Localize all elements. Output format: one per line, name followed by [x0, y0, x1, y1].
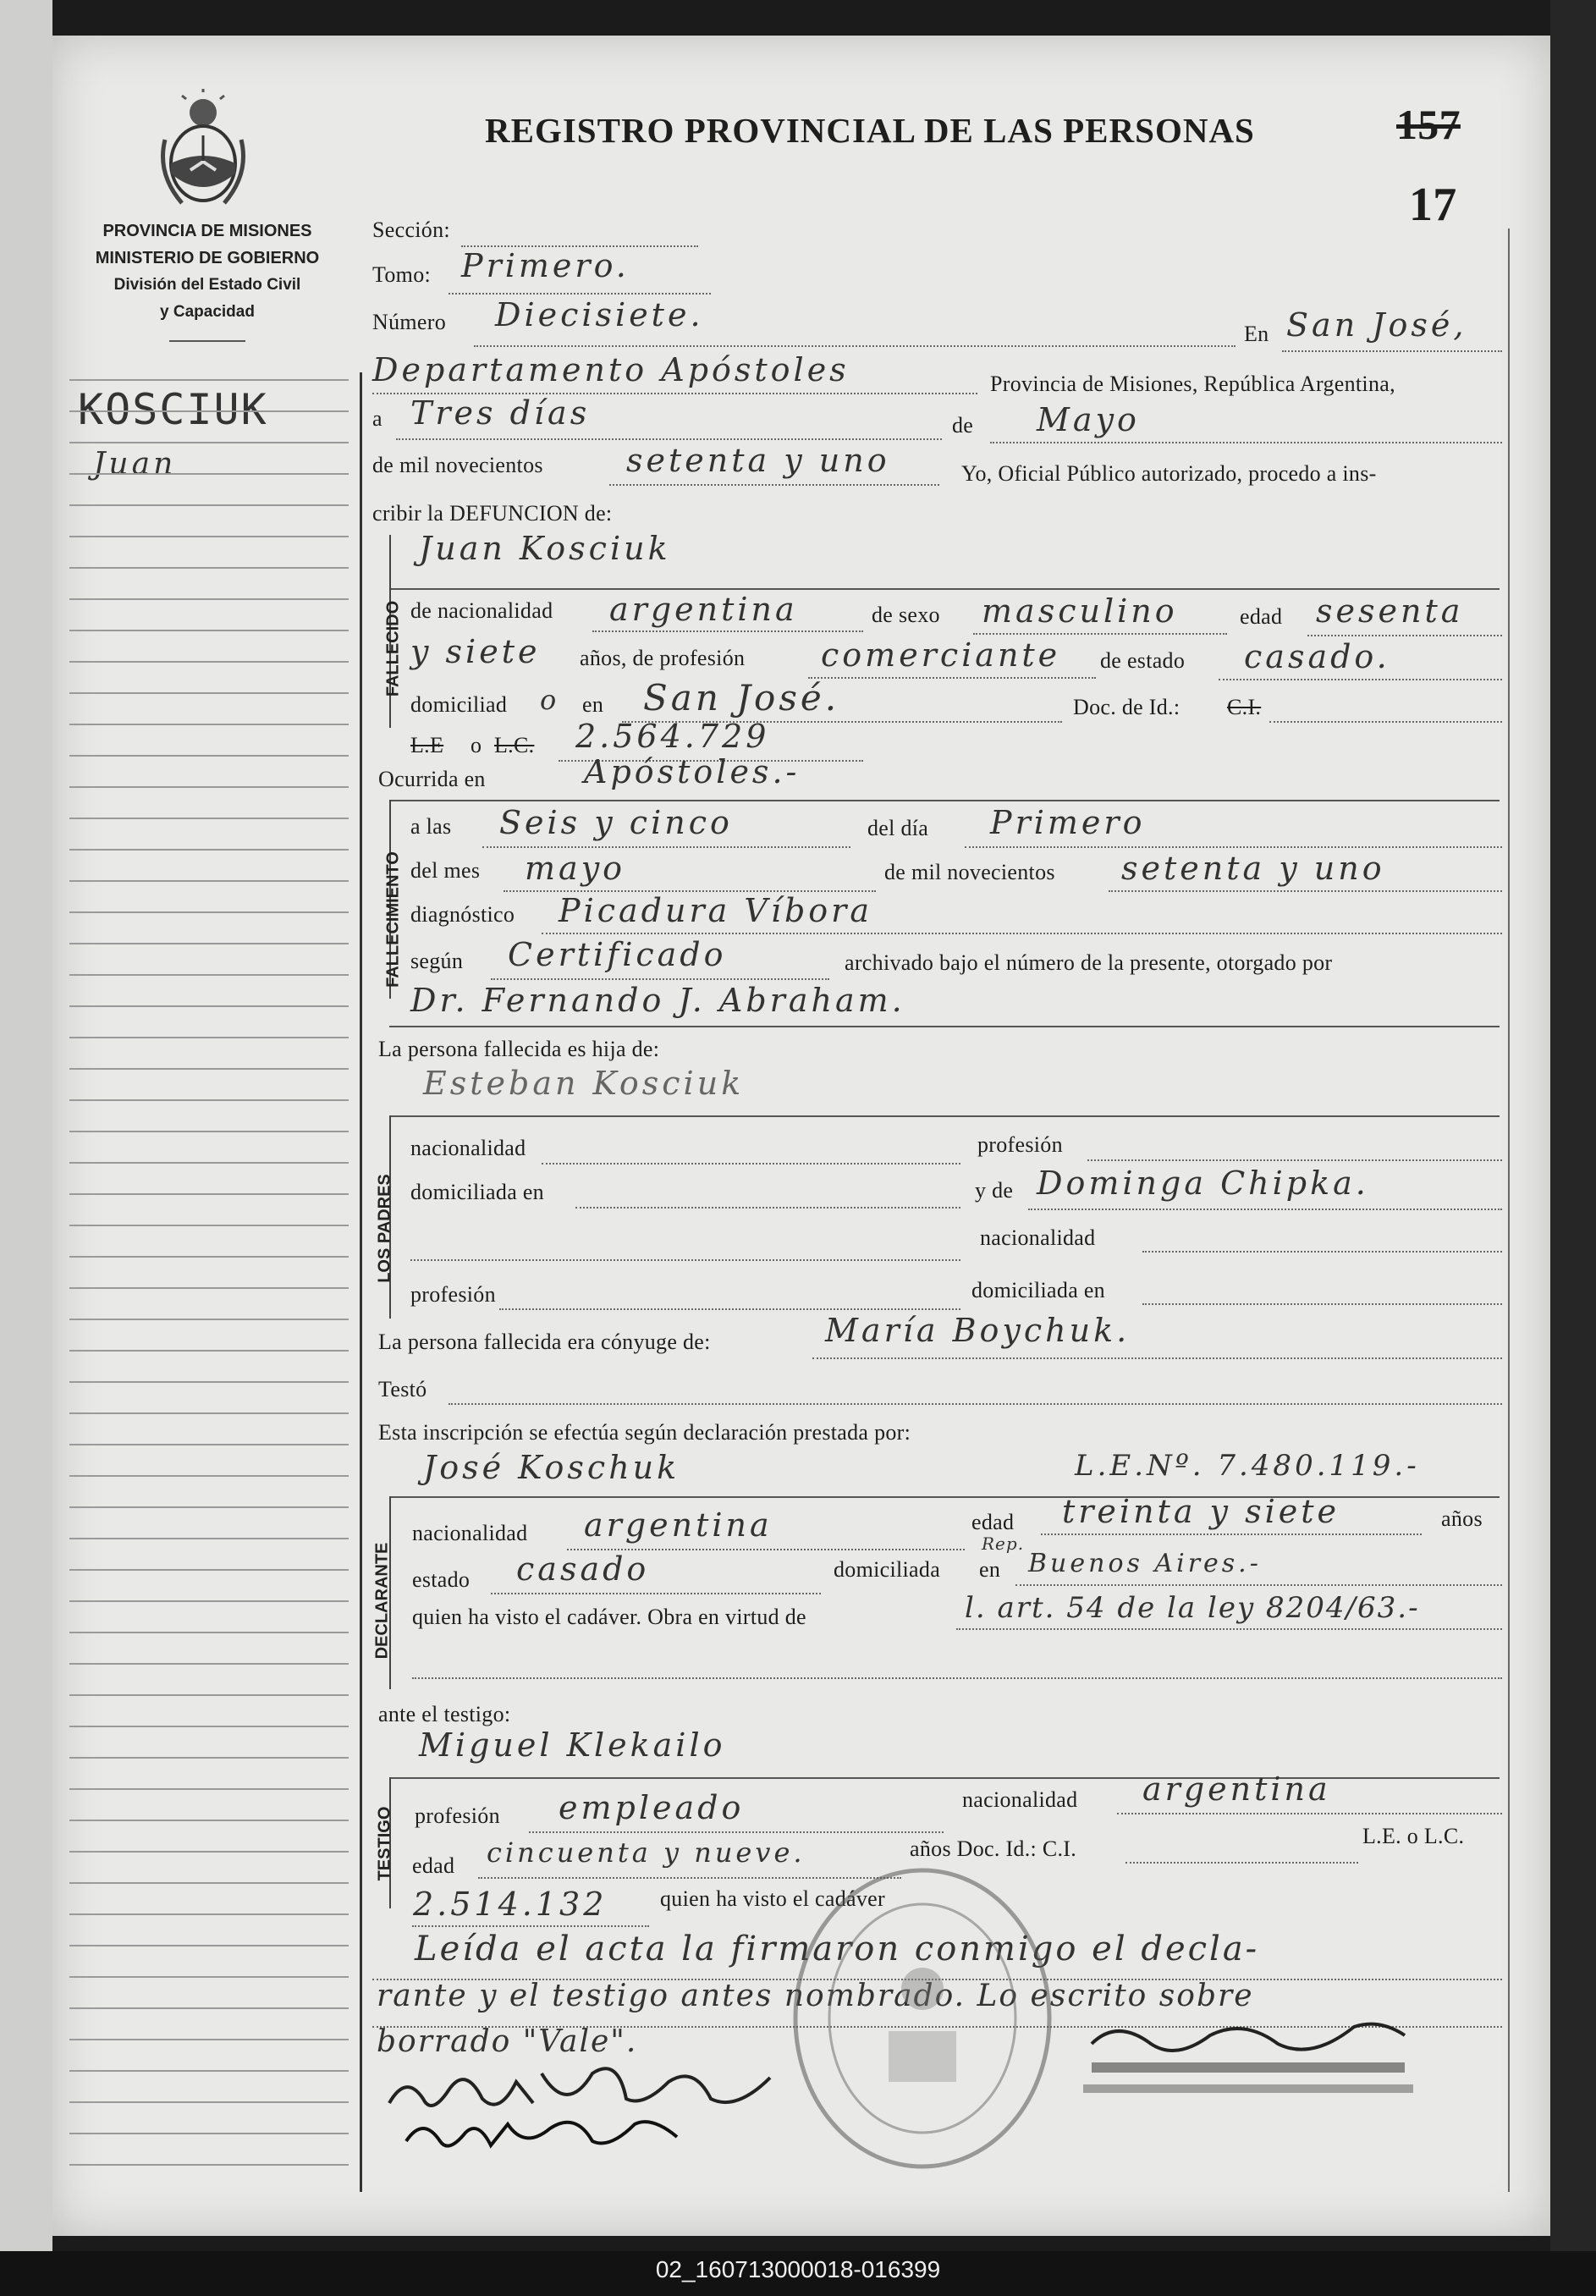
declarante-blank-line: [412, 1677, 1502, 1679]
label-ci: C.I.: [1227, 695, 1262, 719]
fallecimiento-lugar: Apóstoles.-: [584, 753, 801, 790]
acta-number: 17: [1409, 179, 1457, 231]
acta-number-crossed: 157: [1396, 101, 1461, 148]
fallecimiento-medico: Dr. Fernando J. Abraham.: [410, 982, 905, 1019]
padres-padre: Esteban Kosciuk: [423, 1065, 745, 1102]
label-o: o: [471, 733, 482, 757]
label-hija-de: La persona fallecida es hija de:: [378, 1037, 660, 1061]
sidebar-ministry: MINISTERIO DE GOBIERNO: [95, 249, 320, 267]
sidebar-ruled-line: [69, 755, 349, 757]
sidebar-ruled-line: [69, 2133, 349, 2134]
label-a: a: [372, 406, 382, 431]
testigo-nacionalidad-line: [1117, 1813, 1502, 1814]
label-del-mes: del mes: [410, 858, 481, 883]
declarante-nacionalidad: argentina: [584, 1506, 773, 1544]
padre-profesion-line: [1087, 1159, 1502, 1161]
sidebar-ruled-line: [69, 661, 349, 663]
edad-line: [1307, 635, 1502, 636]
label-de-mil: de mil novecientos: [372, 453, 543, 477]
fallecimiento-section-label: FALLECIMIENTO: [383, 851, 403, 988]
testigo-profesion-line: [529, 1831, 944, 1833]
label-padre-profesion-2: profesión: [410, 1282, 496, 1307]
sidebar-ruled-line: [69, 880, 349, 882]
testigo-section-label: TESTIGO: [375, 1806, 394, 1881]
fallecido-domicilio: San José.: [643, 677, 840, 719]
declarante-domicilio-prefix: Rep.: [982, 1533, 1025, 1554]
sidebar-ruled-line: [69, 567, 349, 569]
label-sexo: de sexo: [872, 603, 940, 627]
sidebar-ruled-line: [69, 1757, 349, 1759]
sidebar-ruled-line: [69, 379, 349, 381]
value-mes: Mayo: [1037, 401, 1140, 438]
sidebar-ruled-line: [69, 2039, 349, 2040]
page-title: REGISTRO PROVINCIAL DE LAS PERSONAS: [485, 111, 1255, 150]
testigo-profesion: empleado: [559, 1789, 745, 1826]
sidebar-ruled-line: [69, 1225, 349, 1226]
sidebar-ruled-line: [69, 692, 349, 694]
label-archivado: archivado bajo el número de la presente, otorgado por: [845, 950, 1333, 975]
segun-line: [491, 978, 829, 980]
label-testigo-quien: quien ha visto el cadáver: [660, 1886, 885, 1911]
sidebar-ruled-line: [69, 1319, 349, 1320]
label-doc: Doc. de Id.:: [1073, 695, 1180, 719]
sidebar-ruled-line: [69, 442, 349, 443]
declarante-domicilio-line: [1015, 1584, 1502, 1586]
sidebar-ruled-line: [69, 1099, 349, 1101]
label-tomo: Tomo:: [372, 262, 432, 287]
value-dia: Tres días: [410, 394, 591, 432]
declarante-domicilio: Buenos Aires.-: [1028, 1549, 1262, 1578]
fallecido-profesion: comerciante: [821, 636, 1061, 674]
testigo-edad: cincuenta y nueve.: [487, 1836, 806, 1869]
sidebar-ruled-line: [69, 1694, 349, 1696]
doc-line: [1269, 721, 1502, 723]
official-seal-stamp: [787, 1862, 1058, 2175]
sidebar-ruled-line: [69, 1256, 349, 1258]
coat-of-arms-emblem: [157, 89, 250, 212]
declarante-section-label: DECLARANTE: [372, 1542, 392, 1660]
label-del-dia: del día: [867, 816, 929, 840]
value-numero: Diecisiete.: [495, 296, 704, 333]
sidebar-ruled-line: [69, 1350, 349, 1352]
label-madre-nacionalidad: nacionalidad: [980, 1225, 1096, 1250]
label-estado: de estado: [1100, 648, 1186, 673]
sidebar-ruled-line: [69, 1976, 349, 1978]
label-padre-profesion: profesión: [977, 1132, 1063, 1157]
label-declarante-quien: quien ha visto el cadáver. Obra en virtud de: [412, 1605, 806, 1629]
page-right-border: [1508, 228, 1510, 2192]
sidebar-ruled-line: [69, 818, 349, 819]
fallecido-estado: casado.: [1244, 638, 1390, 675]
label-seccion: Sección:: [372, 217, 450, 242]
label-ocurrida: Ocurrida en: [378, 767, 486, 791]
testigo-ci-line: [1125, 1862, 1358, 1864]
label-declarante-nacionalidad: nacionalidad: [412, 1521, 528, 1545]
label-domiciliad: domiciliad: [410, 692, 508, 717]
sidebar-ruled-line: [69, 1068, 349, 1070]
sidebar-ruled-line: [69, 1632, 349, 1633]
sidebar-ruled-line: [69, 1131, 349, 1132]
anio-line: [609, 484, 939, 486]
padres-section-label: LOS PADRES: [375, 1174, 394, 1283]
madre-line: [1028, 1209, 1502, 1210]
value-departamento: Departamento Apóstoles: [372, 351, 850, 388]
sidebar-ruled-line: [69, 1193, 349, 1195]
fallecido-nombre-line: [391, 588, 1500, 590]
sidebar-ruled-line: [69, 1005, 349, 1007]
sidebar-ruled-line: [69, 2070, 349, 2072]
label-de-mil-fallec: de mil novecientos: [884, 860, 1055, 884]
sidebar-ruled-line: [69, 1475, 349, 1477]
fallecimiento-dia: Primero: [990, 804, 1146, 841]
label-oficial: Yo, Oficial Público autorizado, procedo a ins-: [961, 461, 1377, 486]
conyuge-nombre: María Boychuk.: [825, 1312, 1131, 1349]
value-lugar: San José,: [1286, 306, 1467, 344]
sidebar-ruled-line: [69, 2164, 349, 2166]
conyuge-line: [812, 1357, 1502, 1359]
lugar-line: [1282, 350, 1502, 352]
label-de: de: [952, 413, 974, 438]
label-lc: L.C.: [494, 733, 535, 757]
signature-oficial: [1083, 2010, 1422, 2112]
label-padre-nacionalidad: nacionalidad: [410, 1136, 526, 1160]
label-testigo-edad: edad: [412, 1853, 455, 1878]
cierre-linea-3: borrado "Vale".: [377, 2024, 638, 2059]
declarante-edad: treinta y siete: [1062, 1493, 1340, 1530]
nacionalidad-line: [592, 630, 863, 632]
fallecimiento-anio: setenta y uno: [1121, 850, 1385, 887]
label-declarante-anios: años: [1441, 1506, 1483, 1531]
book-spine-shadow: [1550, 0, 1596, 2251]
sidebar-ruled-line: [69, 1287, 349, 1289]
sidebar-ruled-line: [69, 598, 349, 600]
label-testigo-anios-doc: años Doc. Id.: C.I.: [910, 1836, 1077, 1861]
sidebar-ruled-line: [69, 473, 349, 475]
padre-domicilio-line: [575, 1207, 960, 1209]
declarante-estado-line: [491, 1593, 821, 1594]
sidebar-ruled-line: [69, 410, 349, 412]
label-numero: Número: [372, 310, 446, 334]
testigo-nombre: Miguel Klekailo: [419, 1726, 726, 1764]
sidebar-ruled-line: [69, 849, 349, 851]
numero-line: [474, 345, 1236, 347]
sidebar-ruled-line: [69, 1820, 349, 1821]
sidebar-ruled-line: [69, 1600, 349, 1602]
label-conyuge: La persona fallecida era cónyuge de:: [378, 1330, 711, 1354]
signature-testigo: [398, 2107, 702, 2158]
fallecido-documento: 2.564.729: [575, 718, 770, 755]
sidebar-ruled-line: [69, 630, 349, 631]
label-segun: según: [410, 949, 464, 973]
sidebar-ruled-line: [69, 536, 349, 537]
label-edad: edad: [1240, 604, 1283, 629]
sidebar-ruled-line: [69, 1663, 349, 1665]
declarante-nombre: José Koschuk: [423, 1449, 680, 1486]
fallecido-sexo: masculino: [982, 592, 1178, 630]
cierre-linea-1: Leída el acta la firmaron conmigo el decla-: [415, 1930, 1260, 1968]
testo-line: [449, 1403, 1502, 1405]
sidebar-ruled-line: [69, 1851, 349, 1853]
label-en-domicilio: en: [582, 692, 604, 717]
madre-domicilio-line: [1142, 1303, 1502, 1305]
tomo-line: [449, 293, 711, 295]
profesion-line: [808, 677, 1096, 679]
label-nacionalidad: de nacionalidad: [410, 598, 553, 623]
testigo-documento: 2.514.132: [413, 1886, 608, 1923]
declarante-virtud: l. art. 54 de la ley 8204/63.-: [965, 1591, 1420, 1625]
cierre-linea-2: rante y el testigo antes nombrado. Lo escrito sobre: [377, 1979, 1254, 2013]
label-a-las: a las: [410, 814, 452, 839]
label-diagnostico: diagnóstico: [410, 902, 515, 927]
declarante-estado: casado: [516, 1550, 650, 1588]
sidebar-ruled-line: [69, 1412, 349, 1414]
sidebar-right-border: [360, 372, 362, 2192]
diagnostico-line: [542, 933, 1502, 934]
sidebar-ruled-line: [69, 1037, 349, 1038]
padre-line: [391, 1115, 1500, 1117]
label-inscribir: cribir la DEFUNCION de:: [372, 501, 613, 526]
label-declaracion: Esta inscripción se efectúa según declaración prestada por:: [378, 1420, 911, 1445]
sidebar-ruled-line: [69, 1162, 349, 1164]
testigo-documento-line: [412, 1925, 649, 1927]
sidebar-ruled-line: [69, 1381, 349, 1383]
label-en: En: [1244, 322, 1269, 346]
madre-nacionalidad-line: [1142, 1251, 1502, 1253]
sidebar-ruled-line: [69, 1726, 349, 1727]
sidebar-province: PROVINCIA DE MISIONES: [102, 222, 312, 240]
label-y-de: y de: [975, 1178, 1014, 1203]
sidebar-ruled-line: [69, 1788, 349, 1790]
padres-madre: Dominga Chipka.: [1037, 1165, 1369, 1202]
label-testo: Testó: [378, 1377, 427, 1401]
sidebar-given-name: Juan: [93, 447, 177, 482]
label-padre-domiciliada: domiciliada en: [410, 1180, 544, 1204]
label-provincia: Provincia de Misiones, República Argentina,: [990, 372, 1395, 396]
sidebar-capacidad: y Capacidad: [160, 303, 255, 321]
sidebar-ruled-line: [69, 974, 349, 976]
padre-nacionalidad-line: [542, 1163, 960, 1165]
testigo-line: [391, 1777, 1500, 1779]
estado-line: [1219, 679, 1502, 680]
padre-profesion2-line: [499, 1308, 960, 1310]
padre-blank-line: [410, 1259, 960, 1261]
fallecido-domicilio-suffix: o: [540, 684, 560, 716]
sidebar-ruled-line: [69, 1444, 349, 1445]
sexo-line: [973, 633, 1227, 635]
sidebar-ruled-line: [69, 1913, 349, 1915]
label-declarante-en: en: [979, 1557, 1001, 1582]
hora-line: [482, 846, 850, 848]
sidebar-ruled-line: [69, 1569, 349, 1571]
fallecimiento-diagnostico: Picadura Víbora: [559, 892, 872, 929]
dia-line: [396, 438, 942, 440]
fallecido-section-label: FALLECIDO: [383, 600, 403, 697]
footer-image-id: 02_160713000018-016399: [655, 2256, 941, 2282]
label-le: L.E: [410, 733, 444, 757]
declarante-virtud-line: [956, 1628, 1502, 1630]
fallecido-nombre: Juan Kosciuk: [419, 530, 671, 567]
ocurrida-line: [389, 800, 1500, 801]
sidebar-ruled-line: [69, 2101, 349, 2103]
fallecido-nacionalidad: argentina: [609, 591, 798, 628]
medico-line: [389, 1026, 1500, 1027]
fallecido-edad-2: y siete: [410, 633, 541, 670]
sidebar-ruled-line: [69, 1538, 349, 1539]
sidebar-ruled-line: [69, 911, 349, 913]
declarante-edad-line: [1041, 1533, 1422, 1535]
label-anios-profesion: años, de profesión: [580, 646, 746, 670]
left-page-edge: [0, 0, 52, 2251]
fallecimiento-hora: Seis y cinco: [499, 804, 733, 841]
label-testigo-profesion: profesión: [415, 1803, 500, 1828]
sidebar-ruled-line: [69, 504, 349, 506]
mes-line: [990, 442, 1502, 443]
fallecido-edad-1: sesenta: [1316, 592, 1464, 630]
label-ante-testigo: ante el testigo:: [378, 1702, 511, 1726]
label-testigo-nacionalidad: nacionalidad: [962, 1787, 1078, 1812]
label-madre-domiciliada: domiciliada en: [971, 1278, 1105, 1302]
sidebar-ruled-line: [69, 1882, 349, 1884]
fallecimiento-mes: mayo: [525, 850, 626, 887]
sidebar-ruled-line: [69, 1945, 349, 1946]
fallecimiento-segun: Certificado: [508, 936, 727, 973]
label-declarante-domiciliada: domiciliada: [834, 1557, 941, 1582]
anio-fallec-line: [1109, 890, 1502, 892]
declarante-documento: L.E.Nº. 7.480.119.-: [1075, 1449, 1420, 1483]
dia-fallec-line: [965, 846, 1502, 848]
label-declarante-estado: estado: [412, 1567, 471, 1592]
testigo-nacionalidad: argentina: [1142, 1770, 1331, 1808]
sidebar-surname: KOSCIUK: [78, 385, 268, 434]
sidebar-underline: [169, 340, 245, 342]
sidebar-ruled-line: [69, 1506, 349, 1508]
value-tomo: Primero.: [461, 247, 630, 284]
label-testigo-le-lc: L.E. o L.C.: [1362, 1824, 1465, 1848]
sidebar-ruled-line: [69, 786, 349, 788]
value-anio: setenta y uno: [626, 442, 890, 479]
sidebar-ruled-line: [69, 943, 349, 944]
label-declarante-edad: edad: [971, 1510, 1015, 1534]
sidebar-ruled-line: [69, 724, 349, 725]
sidebar-division: División del Estado Civil: [113, 276, 301, 294]
sidebar-ruled-line: [69, 2007, 349, 2009]
